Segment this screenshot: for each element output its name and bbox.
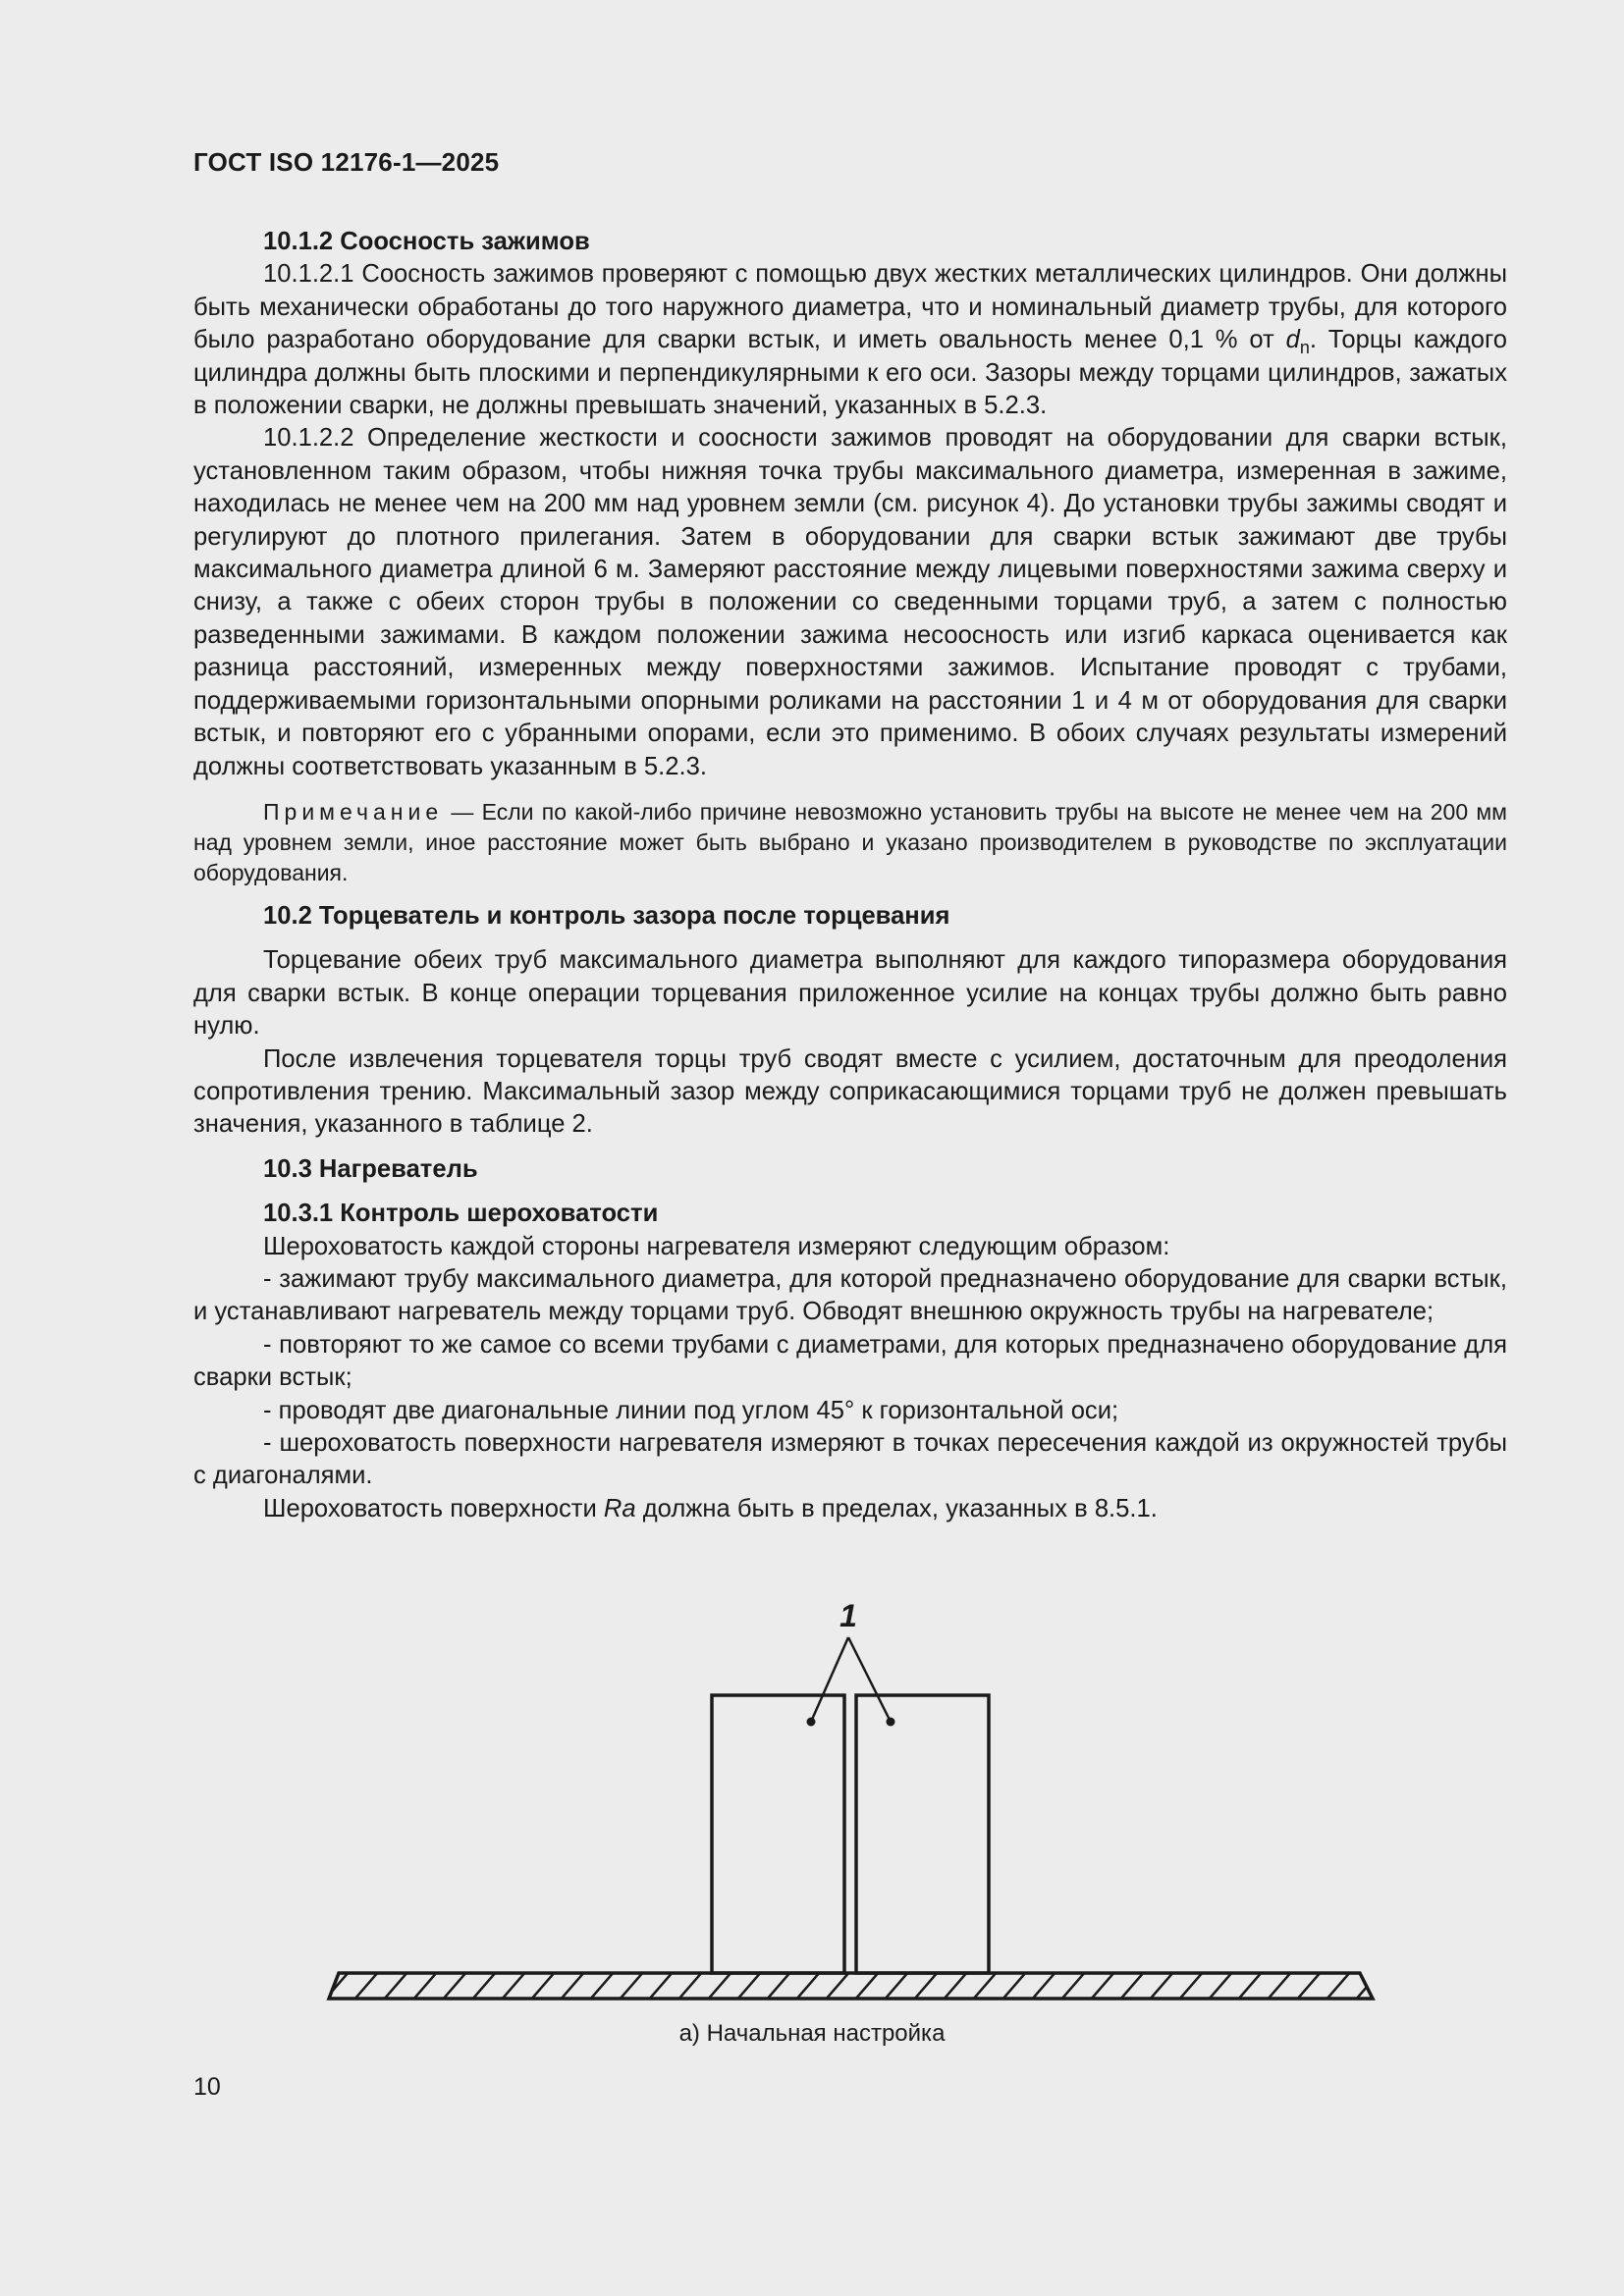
- note-text: — Если по какой-либо причине невозможно установить трубы на высоте не менее чем на 200 мм над уровнем земли, иное расстояние может быть выбрано и указано производителем в руководстве по эксплуатации оборудования.: [193, 798, 1507, 885]
- section-heading-10-2: 10.2 Торцеватель и контроль зазора после торцевания: [263, 901, 950, 930]
- paragraph-text: . Торцы каждого цилиндра должны быть плоскими и перпендикулярными к его оси. Зазоры между торцами цилиндров, зажатых в положении сварки, не должны превышать значений, указанных в 5.2.3.: [193, 326, 1508, 420]
- page-number: 10: [193, 2073, 221, 2101]
- document-body: [193, 226, 1507, 1525]
- section-heading-10-3: 10.3 Нагреватель: [263, 1154, 478, 1183]
- paragraph-10-2-1: Торцевание обеих труб максимального диаметра выполняют для каждого типоразмера оборудования для сварки встык. В конце операции торцевания приложенное усилие на концах трубы должно быть равно нулю.: [193, 946, 1507, 1041]
- section-heading-10-1-2: 10.1.2 Соосность зажимов: [263, 228, 590, 255]
- section-heading-10-3-1: 10.3.1 Контроль шероховатости: [263, 1200, 659, 1228]
- note-label: Примечание: [263, 798, 444, 825]
- note: [193, 797, 1507, 888]
- paragraph-10-2-2: После извлечения торцевателя торцы труб сводят вместе с усилием, достаточным для преодоления сопротивления трению. Максимальный зазор между соприкасающимися торцами труб не должен превышать значения, указанного в таблице 2.: [193, 1044, 1507, 1139]
- figure-initial-setup: [0, 1585, 1624, 2052]
- list-item: - зажимают трубу максимального диаметра, для которой предназначено оборудование для сварки встык, и устанавливают нагреватель между торцами труб. Обводят внешнюю окружность трубы на нагревателе;: [193, 1264, 1507, 1326]
- figure-caption: а) Начальная настройка: [678, 2020, 946, 2047]
- callout-leader-lines: [811, 1637, 891, 1722]
- variable-ra: Ra: [603, 1494, 636, 1522]
- paragraph-text: 10.1.2.1 Соосность зажимов проверяют с помощью двух жестких металлических цилиндров. Они должны быть механически обработаны до того наружного диаметра, что и номинальный диаметр трубы, для которого было разработано оборудование для сварки встык, и иметь овальность менее 0,1 % от: [193, 260, 1507, 354]
- variable-d: d: [1285, 326, 1300, 354]
- list-item: - проводят две диагональные линии под углом 45° к горизонтальной оси;: [263, 1396, 1119, 1424]
- paragraph-text: должна быть в пределах, указанных в 8.5.1.: [635, 1494, 1158, 1522]
- cylinder-right: [856, 1695, 989, 1973]
- cylinder-left: [712, 1695, 844, 1973]
- paragraph-10-3-1-final: [193, 1493, 1507, 1525]
- paragraph-10-1-2-1: [193, 258, 1507, 422]
- callout-dot-left: [807, 1718, 816, 1727]
- callout-dot-right: [887, 1718, 895, 1727]
- callout-label-1: 1: [839, 1598, 857, 1633]
- list-item: - шероховатость поверхности нагревателя измеряют в точках пересечения каждой из окружностей трубы с диагоналями.: [193, 1429, 1507, 1490]
- ground-base: [324, 1971, 1410, 2001]
- paragraph-10-1-2-2: 10.1.2.2 Определение жесткости и соосности зажимов проводят на оборудовании для сварки встык, установленном таким образом, чтобы нижняя точка трубы максимального диаметра, измеренная в зажиме, находилась не менее чем на 200 мм над уровнем земли (см. рисунок 4). До установки трубы зажимы сводят и регулируют до плотного прилегания. Затем в оборудовании для сварки встык зажимают две трубы максимального диаметра длиной 6 м. Замеряют расстояние между лицевыми поверхностями зажима сверху и снизу, а также с обеих сторон трубы в положении со сведенными торцами труб, а затем с полностью разведенными зажимами. В каждом положении зажима несоосность или изгиб каркаса оценивается как разница расстояний, измеренных между поверхностями зажимов. Испытание проводят с трубами, поддерживаемыми горизонтальными опорными роликами на расстоянии 1 и 4 м от оборудования для сварки встык, и повторяют его с убранными опорами, если это применимо. В обоих случаях результаты измерений должны соответствовать указанным в 5.2.3.: [193, 424, 1507, 780]
- paragraph-text: Шероховатость поверхности: [263, 1494, 604, 1522]
- document-header: ГОСТ ISO 12176-1—2025: [193, 147, 500, 177]
- list-item: - повторяют то же самое со всеми трубами с диаметрами, для которых предназначено оборудование для сварки встык;: [193, 1330, 1507, 1392]
- paragraph-10-3-1-intro: Шероховатость каждой стороны нагревателя измеряют следующим образом:: [263, 1232, 1170, 1260]
- variable-subscript: n: [1299, 338, 1310, 358]
